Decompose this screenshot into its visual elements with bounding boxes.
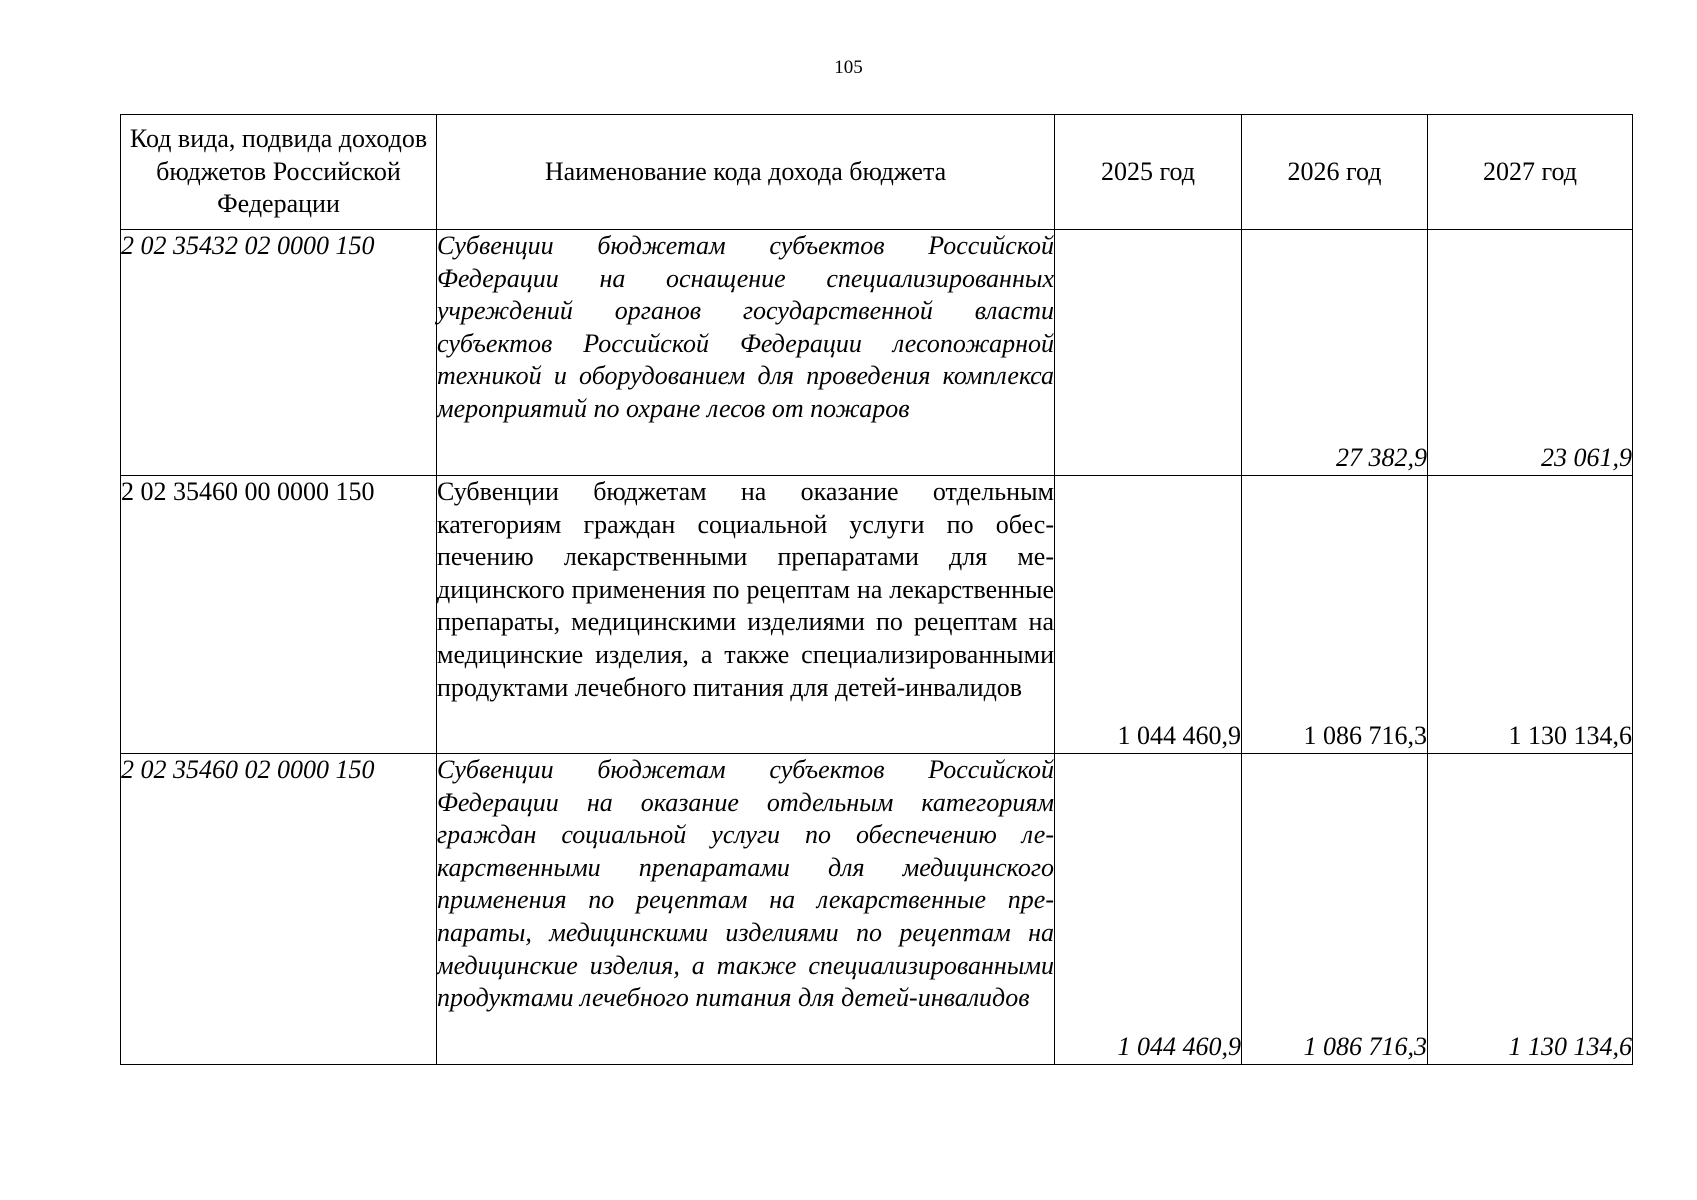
page-number: 105: [834, 57, 863, 78]
table-row: [121, 230, 1633, 476]
row-value-2025: 1 044 460,9: [1055, 754, 1242, 1065]
row-value-2025: 1 044 460,9: [1055, 476, 1242, 754]
row-code: 2 02 35460 02 0000 150: [121, 754, 437, 1065]
table-header-row: [121, 115, 1633, 230]
row-value-2026: 1 086 716,3: [1242, 754, 1428, 1065]
header-2025: 2025 год: [1055, 115, 1242, 230]
row-value-2025: [1055, 230, 1242, 476]
row-code: 2 02 35432 02 0000 150: [121, 230, 437, 476]
budget-revenue-table: [120, 114, 1633, 1065]
header-name: Наименование кода дохода бюджета: [437, 115, 1055, 230]
row-value-2027: 1 130 134,6: [1428, 476, 1633, 754]
row-code: 2 02 35460 00 0000 150: [121, 476, 437, 754]
header-2027: 2027 год: [1428, 115, 1633, 230]
row-name: Субвенции бюджетам субъектов Российской Федерации на оснащение специализированных учреждений органов государственной власти субъектов Российской Федерации лесопожарной техникой и оборудованием для проведения комплекса мероприятий по охране лесов от пожаров: [437, 230, 1055, 476]
row-value-2027: 23 061,9: [1428, 230, 1633, 476]
row-name: Субвенции бюджетам на оказание отдельным категориям граждан социальной услуги по обеспечению лекарственными препаратами для медицинского применения по рецептам на лекарственные препараты, медицинскими изделиями по рецептам на медицинские изделия, а также специализированными продуктами лечебного питания для детей-инвалидов: [437, 476, 1055, 754]
row-value-2027: 1 130 134,6: [1428, 754, 1633, 1065]
header-2026: 2026 год: [1242, 115, 1428, 230]
row-value-2026: 1 086 716,3: [1242, 476, 1428, 754]
row-value-2026: 27 382,9: [1242, 230, 1428, 476]
table-row: [121, 476, 1633, 754]
row-name: Субвенции бюджетам субъектов Российской Федерации на оказание отдельным категориям граждан социальной услуги по обеспечению лекарственными препаратами для медицинского применения по рецептам на лекарственные препараты, медицинскими изделиями по рецептам на медицинские изделия, а также специализированными продуктами лечебного питания для детей-инвалидов: [437, 754, 1055, 1065]
table-row: [121, 754, 1633, 1065]
header-code: Код вида, подвида доходов бюджетов Российской Федерации: [121, 115, 437, 230]
